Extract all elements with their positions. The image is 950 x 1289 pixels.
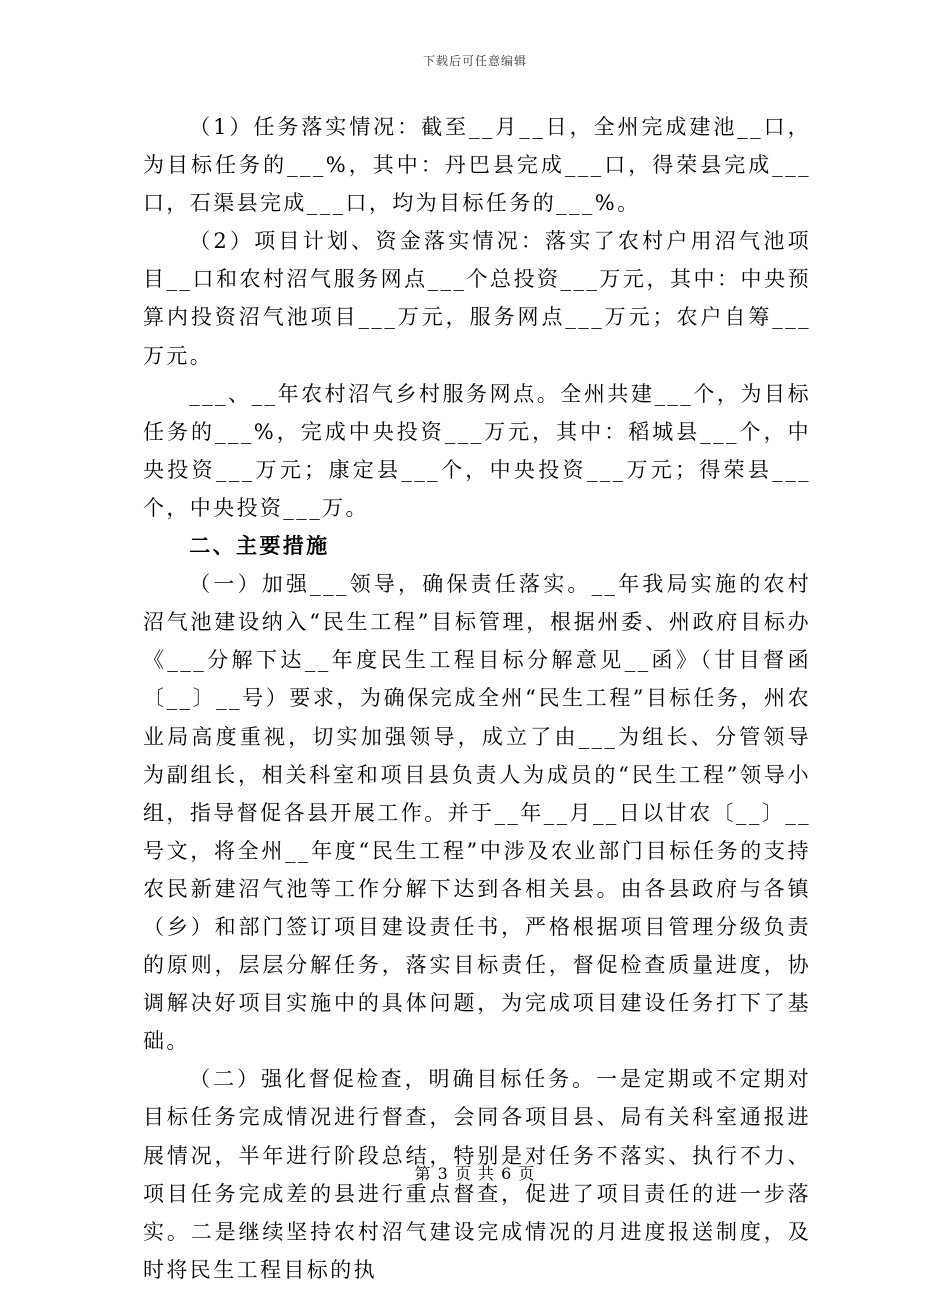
paragraph-task-status: （1）任务落实情况：截至__月__日，全州完成建池__口，为目标任务的___%，其中：丹巴县完成___口，得荣县完成___口，石渠县完成___口，均为目标任务的___%。 — [143, 115, 811, 216]
paragraph-measure-supervision: （二）强化督促检查，明确目标任务。一是定期或不定期对目标任务完成情况进行督查，会同各项目县、局有关科室通报进展情况，半年进行阶段总结，特别是对任务不落实、执行不力、项目任务完成差的县进行重点督查，促进了项目责任的进一步落实。二是继续坚持农村沼气建设完成情况的月进度报送制度，及时将民生工程目标的执 — [143, 1067, 811, 1282]
section-heading-main-measures: 二、主要措施 — [189, 534, 330, 559]
page-footer: 第 3 页 共 6 页 — [414, 1164, 536, 1183]
paragraph-service-outlets: ___、__年农村沼气乡村服务网点。全州共建___个，为目标任务的___%，完成中央投资___万元，其中：稻城县___个，中央投资___万元；康定县___个，中央投资___万元；得荣县___个，中央投资___万。 — [143, 381, 811, 520]
page-header: 下载后可任意编辑 — [422, 54, 527, 68]
paragraph-measure-leadership: （一）加强___领导，确保责任落实。__年我局实施的农村沼气池建设纳入“民生工程”目标管理，根据州委、州政府目标办《___分解下达__年度民生工程目标分解意见__函》（甘目督函〔__〕__号）要求，为确保完成全州“民生工程”目标任务，州农业局高度重视，切实加强领导，成立了由___为组长、分管领导为副组长，相关科室和项目县负责人为成员的“民生工程”领导小组，指导督促各县开展工作。并于__年__月__日以甘农〔__〕__号文，将全州__年度“民生工程”中涉及农业部门目标任务的支持农民新建沼气池等工作分解下达到各相关县。由各县政府与各镇（乡）和部门签订项目建设责任书，严格根据项目管理分级负责的原则，层层分解任务，落实目标责任，督促检查质量进度，协调解决好项目实施中的具体问题，为完成项目建设任务打下了基础。 — [143, 572, 811, 1054]
paragraph-project-funding: （2）项目计划、资金落实情况：落实了农村户用沼气池项目__口和农村沼气服务网点___个总投资___万元，其中：中央预算内投资沼气池项目___万元，服务网点___万元；农户自筹___万元。 — [143, 229, 811, 368]
document-body — [143, 108, 811, 1289]
